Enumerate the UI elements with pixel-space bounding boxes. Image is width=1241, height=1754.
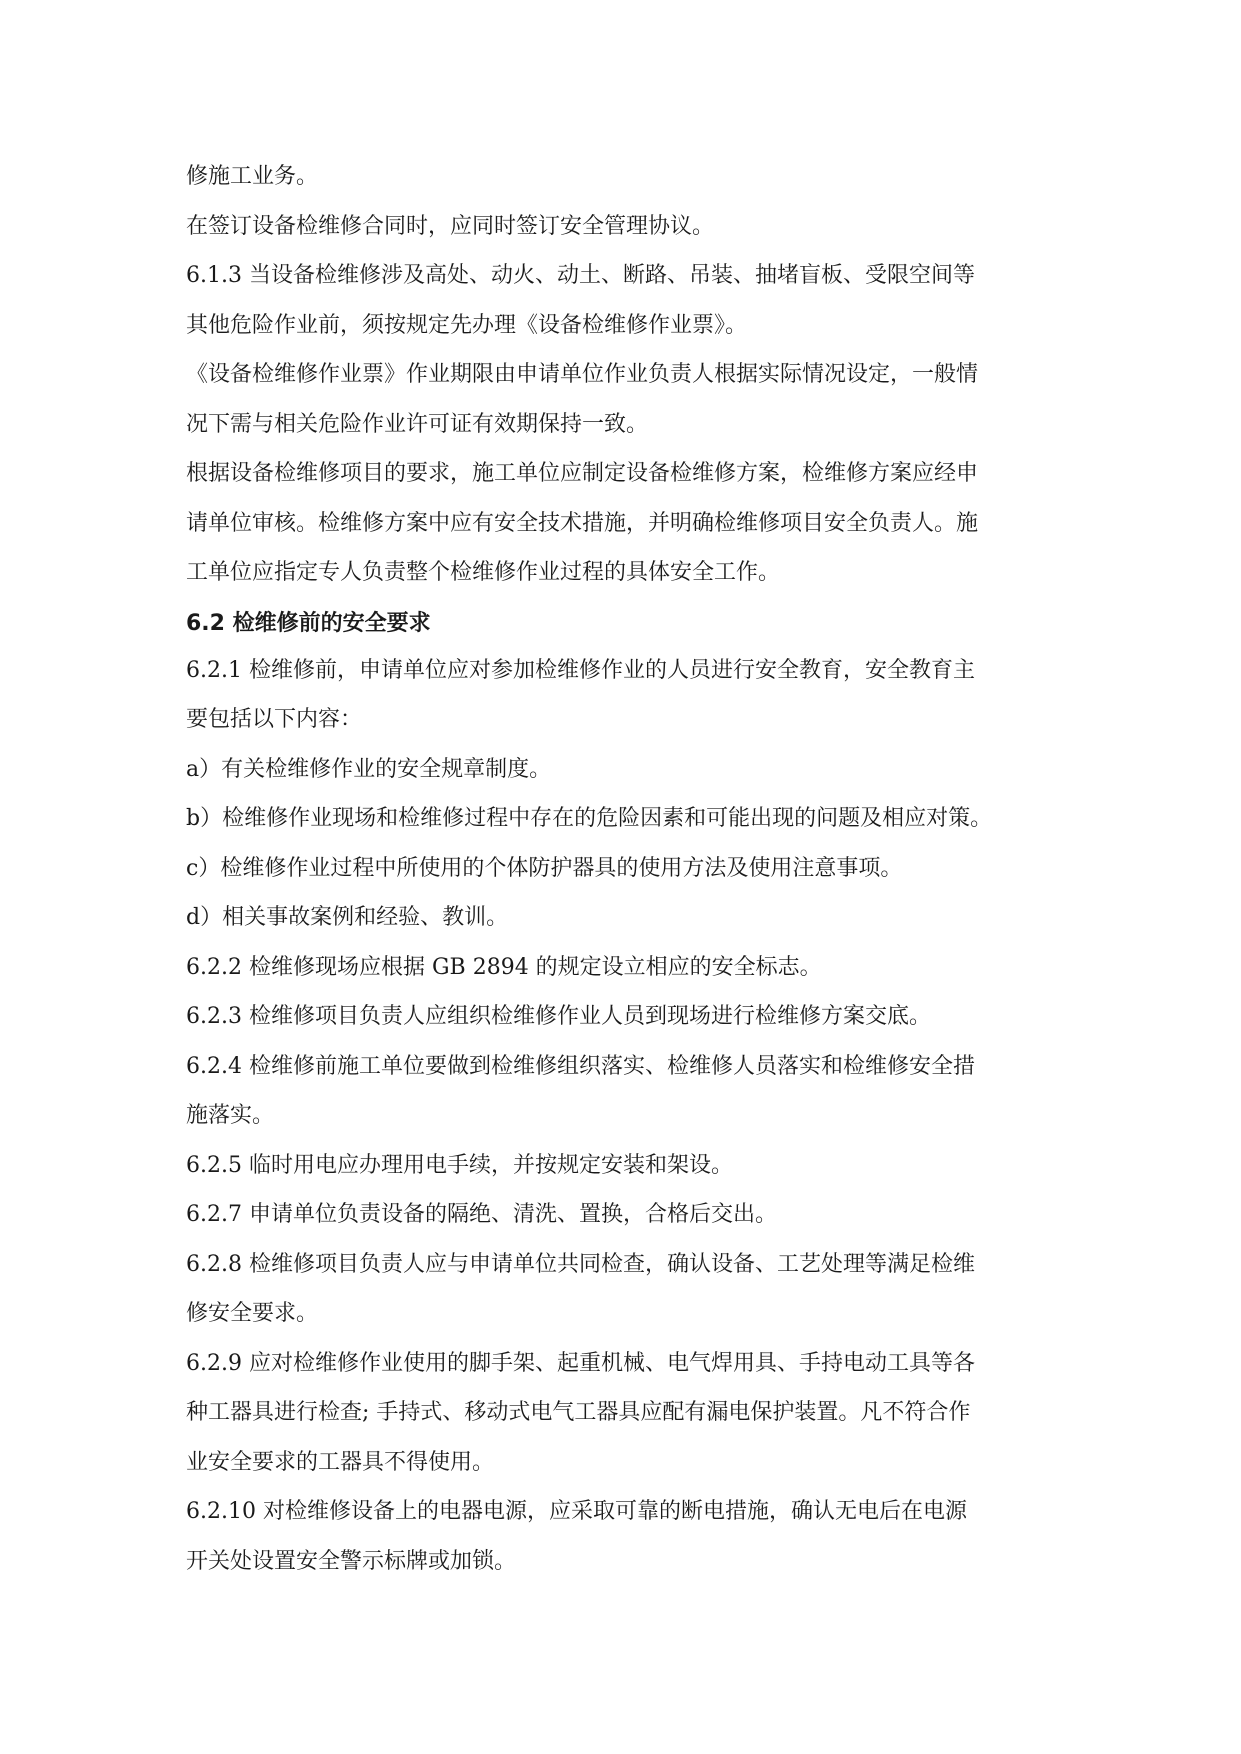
list-item: b）检维修作业现场和检维修过程中存在的危险因素和可能出现的问题及相应对策。 [186, 806, 993, 831]
section-heading: 6.2 检维修前的安全要求 [186, 610, 431, 636]
text-line: 6.2.2 检维修现场应根据 GB 2894 的规定设立相应的安全标志。 [186, 954, 822, 980]
text-line: 6.2.3 检维修项目负责人应组织检维修作业人员到现场进行检维修方案交底。 [186, 1004, 931, 1029]
text-line: 请单位审核。检维修方案中应有安全技术措施，并明确检维修项目安全负责人。施 [186, 510, 979, 536]
text-line: 开关处设置安全警示标牌或加锁。 [186, 1548, 517, 1574]
text-line: 种工器具进行检查; 手持式、移动式电气工器具应配有漏电保护装置。凡不符合作 [186, 1400, 971, 1425]
list-item: c）检维修作业过程中所使用的个体防护器具的使用方法及使用注意事项。 [186, 855, 903, 881]
text-line: 6.2.8 检维修项目负责人应与申请单位共同检查，确认设备、工艺处理等满足检维 [186, 1251, 975, 1277]
text-line: 6.2.9 应对检维修作业使用的脚手架、起重机械、电气焊用具、手持电动工具等各 [186, 1350, 975, 1376]
text-line: 业安全要求的工器具不得使用。 [186, 1449, 495, 1475]
text-line: 施落实。 [186, 1103, 275, 1128]
text-line: 况下需与相关危险作业许可证有效期保持一致。 [186, 411, 649, 437]
text-line: 修施工业务。 [186, 164, 319, 189]
document-body [186, 152, 1086, 1586]
text-line: 6.2.1 检维修前，申请单位应对参加检维修作业的人员进行安全教育，安全教育主 [186, 657, 975, 683]
text-line: 6.2.10 对检维修设备上的电器电源，应采取可靠的断电措施，确认无电后在电源 [186, 1499, 967, 1524]
text-line: 修安全要求。 [186, 1301, 319, 1326]
text-line: 6.2.7 申请单位负责设备的隔绝、清洗、置换，合格后交出。 [186, 1202, 777, 1227]
text-line: 6.1.3 当设备检维修涉及高处、动火、动土、断路、吊装、抽堵盲板、受限空间等 [186, 263, 975, 288]
text-line: 6.2.4 检维修前施工单位要做到检维修组织落实、检维修人员落实和检维修安全措 [186, 1053, 975, 1079]
text-line: 《设备检维修作业票》作业期限由申请单位作业负责人根据实际情况设定，一般情 [186, 362, 979, 387]
text-line: 要包括以下内容： [186, 707, 363, 732]
text-line: 其他危险作业前，须按规定先办理《设备检维修作业票》。 [186, 312, 748, 338]
text-line: 工单位应指定专人负责整个检维修作业过程的具体安全工作。 [186, 560, 781, 585]
list-item: a）有关检维修作业的安全规章制度。 [186, 756, 552, 782]
text-line: 在签订设备检维修合同时，应同时签订安全管理协议。 [186, 213, 715, 239]
text-line: 6.2.5 临时用电应办理用电手续，并按规定安装和架设。 [186, 1152, 733, 1178]
list-item: d）相关事故案例和经验、教训。 [186, 905, 509, 930]
text-line: 根据设备检维修项目的要求，施工单位应制定设备检维修方案，检维修方案应经申 [186, 461, 979, 486]
